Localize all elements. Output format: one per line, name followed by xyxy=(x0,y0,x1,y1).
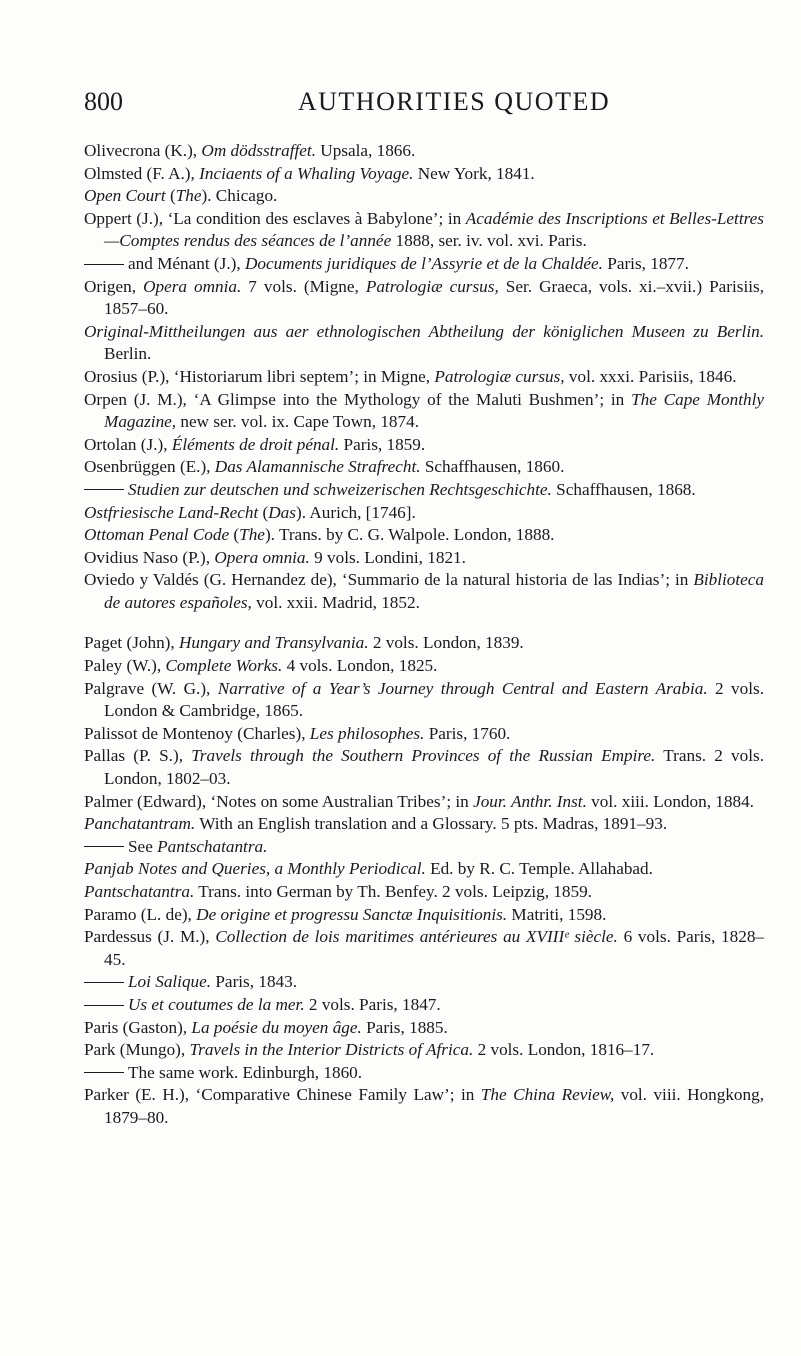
bibliography-entry xyxy=(84,881,764,904)
entry-title-text: Loi Salique. xyxy=(128,972,212,992)
entry-text: Paget (John), xyxy=(84,633,179,653)
entry-text: 2 vols. Paris, 1847. xyxy=(304,994,441,1014)
entry-title-text: Patrologiæ cursus, xyxy=(434,366,565,386)
running-head: AUTHORITIES QUOTED xyxy=(297,87,611,116)
entry-text: Origen, xyxy=(84,276,144,296)
entry-title-text: Travels in the Interior Districts of Africa. xyxy=(189,1040,474,1060)
bibliography-entry xyxy=(84,791,764,814)
bibliography-entry xyxy=(84,632,764,655)
bibliography-entry xyxy=(84,1039,764,1062)
entry-title-text: Pantschatantra. xyxy=(157,836,268,856)
entry-text: ( xyxy=(229,525,240,545)
bibliography-entry xyxy=(84,655,764,678)
bibliography-entry xyxy=(84,678,764,723)
entry-text: ). Trans. by C. G. Walpole. London, 1888. xyxy=(264,525,555,545)
bibliography-entry xyxy=(84,479,764,502)
bibliography-entry xyxy=(84,569,764,614)
entry-text: Ed. by R. C. Temple. Allahabad. xyxy=(425,859,653,879)
entry-text: Ortolan (J.), xyxy=(84,434,172,454)
entry-text: vol. xiii. London, 1884. xyxy=(586,791,754,811)
bibliography-entry xyxy=(84,904,764,927)
entry-text: See xyxy=(128,836,158,856)
entry-text: Pardessus (J. M.), xyxy=(84,927,216,947)
entry-text: Parker (E. H.), ‘Comparative Chinese Family Law’; in xyxy=(84,1085,481,1105)
entry-text: Ovidius Naso (P.), xyxy=(84,547,215,567)
entry-title-text: Complete Works. xyxy=(165,656,283,676)
ditto-dash xyxy=(84,489,124,490)
entry-title-text: Les philosophes. xyxy=(309,723,425,743)
bibliography-entry xyxy=(84,502,764,525)
bibliography-entry xyxy=(84,185,764,208)
entry-title-text: The Cape Monthly Magazine, xyxy=(104,389,764,432)
ditto-dash xyxy=(84,982,124,983)
entry-title-text: Ostfriesische Land-Recht xyxy=(84,502,259,522)
page-header xyxy=(84,86,764,126)
entry-text: ( xyxy=(258,502,269,522)
entry-title-text: Pantschatantra. xyxy=(84,882,195,901)
entry-title-text: The China Review, xyxy=(480,1085,615,1105)
bibliography-entry xyxy=(84,434,764,457)
entry-text: Orpen (J. M.), ‘A Glimpse into the Mythology of the Maluti Bushmen’; in xyxy=(84,389,632,409)
bibliography-entry xyxy=(84,1084,764,1129)
bibliography-entry xyxy=(84,208,764,253)
bibliography-entry xyxy=(84,971,764,994)
entry-text: Paris, 1859. xyxy=(339,434,426,454)
entry-text: and Ménant (J.), xyxy=(128,253,245,273)
entry-title-text: Ottoman Penal Code xyxy=(84,525,230,545)
entry-text: Paris, 1843. xyxy=(211,972,298,992)
entry-text: Matriti, 1598. xyxy=(507,904,607,924)
bibliography-list xyxy=(84,140,764,1130)
bibliography-entry xyxy=(84,524,764,547)
bibliography-entry xyxy=(84,745,764,790)
entry-text: Olmsted (F. A.), xyxy=(84,163,200,183)
ditto-dash xyxy=(84,1005,124,1006)
entry-title-text: Om dödsstraffet. xyxy=(201,141,316,160)
bibliography-entry xyxy=(84,366,764,389)
entry-text: vol. xxxi. Parisiis, 1846. xyxy=(564,366,737,386)
entry-text: With an English translation and a Glossary. 5 pts. Madras, 1891–93. xyxy=(195,814,668,834)
entry-text: New York, 1841. xyxy=(413,163,535,183)
entry-text: Paris, 1760. xyxy=(424,723,511,743)
bibliography-entry xyxy=(84,547,764,570)
entry-text: new ser. vol. ix. Cape Town, 1874. xyxy=(176,412,419,432)
bibliography-entry xyxy=(84,163,764,186)
entry-text: Park (Mungo), xyxy=(84,1040,190,1060)
entry-text: Paley (W.), xyxy=(84,656,166,676)
entry-title-text: Jour. Anthr. Inst. xyxy=(473,791,587,811)
entry-title-text: Open Court xyxy=(84,186,166,206)
entry-text: Paris (Gaston), xyxy=(84,1017,192,1037)
entry-text: ( xyxy=(165,186,176,206)
entry-title-text: Hungary and Transylvania. xyxy=(179,633,369,653)
entry-text: Oppert (J.), ‘La condition des esclaves à Babylone’; in xyxy=(84,208,466,228)
bibliography-entry xyxy=(84,276,764,321)
entry-title-text: The xyxy=(239,525,265,545)
entry-text: The same work. Edinburgh, 1860. xyxy=(128,1062,363,1082)
entry-title-text: Opera omnia. xyxy=(214,547,310,567)
bibliography-entry xyxy=(84,1062,764,1085)
entry-title-text: La poésie du moyen âge. xyxy=(191,1017,362,1037)
entry-text: Olivecrona (K.), xyxy=(84,141,202,160)
bibliography-entry xyxy=(84,456,764,479)
entry-text: ). Aurich, [1746]. xyxy=(295,502,416,522)
entry-title-text: Das xyxy=(268,502,296,522)
entry-title-text: Inciaents of a Whaling Voyage. xyxy=(199,163,414,183)
entry-text: 2 vols. London & Cambridge, 1865. xyxy=(104,678,764,721)
entry-title-text: Panchatantram. xyxy=(84,814,196,834)
entry-text: 6 vols. Paris, 1828–45. xyxy=(104,927,765,969)
ditto-dash xyxy=(84,1072,124,1073)
entry-text: ). Chicago. xyxy=(201,186,278,206)
entry-text: vol. viii. Hongkong, 1879–80. xyxy=(104,1085,765,1127)
ditto-dash xyxy=(84,846,124,847)
ditto-dash xyxy=(84,264,124,265)
entry-text: 2 vols. London, 1839. xyxy=(368,633,524,653)
entry-text: Palgrave (W. G.), xyxy=(84,678,218,698)
entry-text: Palmer (Edward), ‘Notes on some Australian Tribes’; in xyxy=(84,791,474,811)
entry-text: Trans. 2 vols. London, 1802–03. xyxy=(104,746,764,789)
entry-title-text: Opera omnia. xyxy=(143,276,242,296)
bibliography-entry xyxy=(84,321,764,366)
entry-text: Paramo (L. de), xyxy=(84,904,197,924)
entry-text: Paris, 1877. xyxy=(602,253,689,273)
page-number: 800 xyxy=(84,87,123,116)
bibliography-entry xyxy=(84,253,764,276)
entry-text: Schaffhausen, 1860. xyxy=(420,457,565,477)
entry-text: 2 vols. London, 1816–17. xyxy=(473,1040,655,1060)
entry-title-text: Documents juridiques de l’Assyrie et de la Chaldée. xyxy=(244,253,603,273)
entry-text: 1888, ser. iv. vol. xvi. Paris. xyxy=(391,231,587,251)
entry-text: Upsala, 1866. xyxy=(316,141,416,160)
entry-title-text: Panjab Notes and Queries, a Monthly Periodical. xyxy=(84,859,426,879)
entry-title-text: Original-Mittheilungen aus aer ethnologischen Abtheilung der königlichen Museen zu Berlin. xyxy=(84,321,764,341)
entry-title-text: Éléments de droit pénal. xyxy=(171,434,340,454)
entry-title-text: De origine et progressu Sanctæ Inquisitionis. xyxy=(196,904,508,924)
entry-text: 9 vols. Londini, 1821. xyxy=(309,547,466,567)
entry-title-text: Collection de lois maritimes antérieures au XVIIIᵉ siècle. xyxy=(215,927,618,947)
entry-text: Orosius (P.), ‘Historiarum libri septem’; in Migne, xyxy=(84,366,435,386)
entry-title-text: Us et coutumes de la mer. xyxy=(128,994,305,1014)
entry-text: 7 vols. (Migne, xyxy=(241,276,366,296)
entry-title-text: Patrologiæ cursus, xyxy=(365,276,499,296)
entry-text: Osenbrüggen (E.), xyxy=(84,457,215,477)
bibliography-entry xyxy=(84,1017,764,1040)
entry-title-text: The xyxy=(175,186,202,206)
entry-text: Pallas (P. S.), xyxy=(84,746,192,766)
entry-text: Ser. Graeca, vols. xi.–xvii.) Parisiis, 1857–60. xyxy=(104,276,764,319)
entry-title-text: Narrative of a Year’s Journey through Central and Eastern Arabia. xyxy=(217,678,708,698)
bibliography-entry xyxy=(84,926,764,971)
entry-text: Trans. into German by Th. Benfey. 2 vols. Leipzig, 1859. xyxy=(194,882,592,901)
entry-text: Paris, 1885. xyxy=(361,1017,448,1037)
entry-title-text: Studien zur deutschen und schweizerischen Rechtsgeschichte. xyxy=(128,479,552,499)
entry-text: 4 vols. London, 1825. xyxy=(282,656,438,676)
bibliography-entry xyxy=(84,813,764,836)
entry-text: Palissot de Montenoy (Charles), xyxy=(84,723,310,743)
entry-text: Berlin. xyxy=(104,344,152,364)
entry-title-text: Académie des Inscriptions et Belles-Lettres—Comptes rendus des séances de l’année xyxy=(104,208,764,251)
entry-text: Schaffhausen, 1868. xyxy=(551,479,696,499)
entry-text: vol. xxii. Madrid, 1852. xyxy=(251,592,420,612)
bibliography-entry xyxy=(84,723,764,746)
bibliography-entry xyxy=(84,389,764,434)
bibliography-entry xyxy=(84,140,764,163)
bibliography-entry xyxy=(84,858,764,881)
entry-title-text: Biblioteca de autores españoles, xyxy=(104,570,764,612)
entry-title-text: Das Alamannische Strafrecht. xyxy=(214,457,421,477)
entry-text: Oviedo y Valdés (G. Hernandez de), ‘Summario de la natural historia de las Indias’; in xyxy=(84,570,694,590)
bibliography-entry xyxy=(84,994,764,1017)
bibliography-entry xyxy=(84,836,764,859)
entry-title-text: Travels through the Southern Provinces of the Russian Empire. xyxy=(191,746,656,766)
